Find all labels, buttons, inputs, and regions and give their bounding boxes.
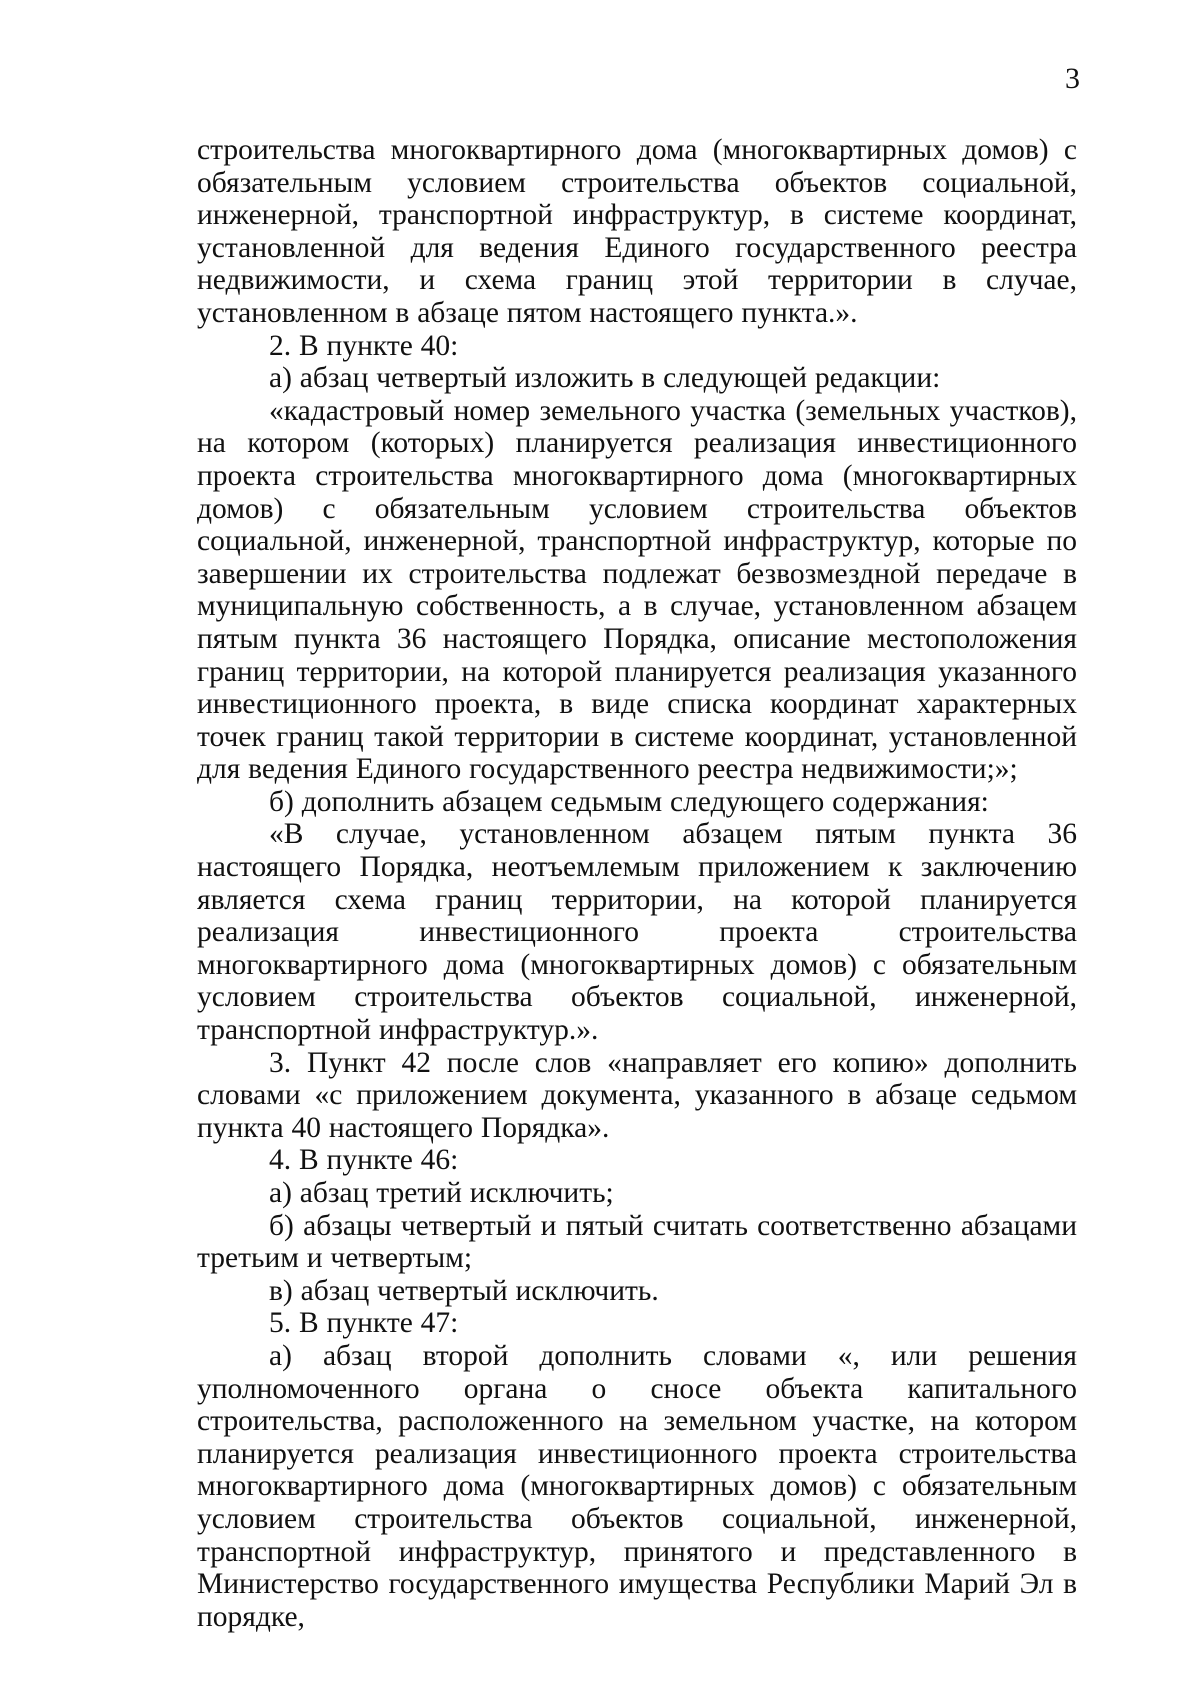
paragraph: строительства многоквартирного дома (многоквартирных домов) с обязательным условием строительства объектов социальной, инженерной, транспортной инфраструктур, в системе координат, установленной для ведения Единого государственного реестра недвижимости, и схема границ этой территории в случае, установленном в абзаце пятом настоящего пункта.». xyxy=(197,134,1077,329)
paragraph: «В случае, установленном абзацем пятым пункта 36 настоящего Порядка, неотъемлемым приложением к заключению является схема границ территории, на которой планируется реализация инвестиционного проекта строительства многоквартирного дома (многоквартирных домов) с обязательным условием строительства объектов социальной, инженерной, транспортной инфраструктур.». xyxy=(197,818,1077,1047)
paragraph: б) абзацы четвертый и пятый считать соответственно абзацами третьим и четвертым; xyxy=(197,1209,1077,1275)
paragraph: 4. В пункте 46: xyxy=(269,1144,459,1177)
paragraph: б) дополнить абзацем седьмым следующего содержания: xyxy=(269,785,989,818)
document-body xyxy=(197,134,1077,1633)
paragraph: в) абзац четвертый исключить. xyxy=(269,1274,659,1307)
paragraph: 2. В пункте 40: xyxy=(269,329,459,362)
paragraph: «кадастровый номер земельного участка (земельных участков), на котором (которых) планируется реализация инвестиционного проекта строительства многоквартирного дома (многоквартирных домов) с обязательным условием строительства объектов социальной, инженерной, транспортной инфраструктур, которые по завершении их строительства подлежат безвозмездной передаче в муниципальную собственность, а в случае, установленном абзацем пятым пункта 36 настоящего Порядка, описание местоположения границ территории, на которой планируется реализация указанного инвестиционного проекта, в виде списка координат характерных точек границ такой территории в системе координат, установленной для ведения Единого государственного реестра недвижимости;»; xyxy=(197,394,1077,786)
paragraph: а) абзац третий исключить; xyxy=(269,1177,614,1209)
paragraph: 5. В пункте 47: xyxy=(269,1307,459,1340)
paragraph: а) абзац четвертый изложить в следующей редакции: xyxy=(269,362,941,395)
paragraph: а) абзац второй дополнить словами «, или решения уполномоченного органа о сносе объекта капитального строительства, расположенного на земельном участке, на котором планируется реализация инвестиционного проекта строительства многоквартирного дома (многоквартирных домов) с обязательным условием строительства объектов социальной, инженерной, транспортной инфраструктур, принятого и представленного в Министерство государственного имущества Республики Марий Эл в порядке, xyxy=(197,1339,1077,1633)
page-number: 3 xyxy=(1065,62,1080,95)
paragraph: 3. Пункт 42 после слов «направляет его копию» дополнить словами «с приложением документа, указанного в абзаце седьмом пункта 40 настоящего Порядка». xyxy=(197,1046,1077,1144)
